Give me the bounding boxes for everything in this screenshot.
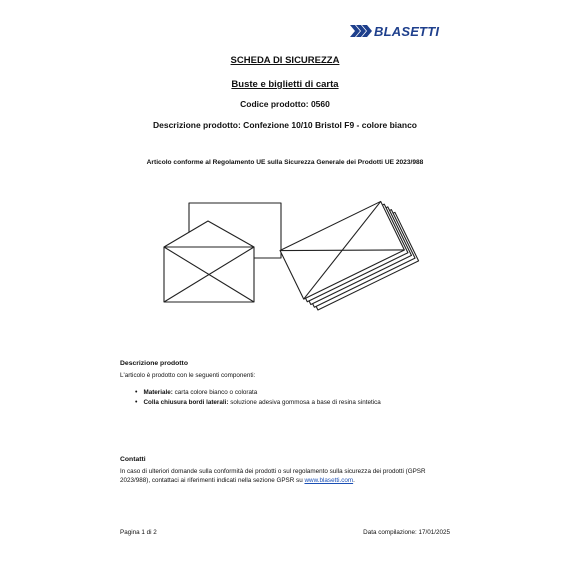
website-link[interactable]: www.blasetti.com xyxy=(304,477,354,484)
description-section-title: Descrizione prodotto xyxy=(120,360,188,367)
regulation-note: Articolo conforme al Regolamento UE sulla Sicurezza Generale dei Prodotti UE 2023/988 xyxy=(146,159,424,166)
compilation-date: Data compilazione: 17/01/2025 xyxy=(363,529,450,536)
double-chevron-logo-mark-icon xyxy=(350,25,372,37)
list-item xyxy=(135,389,257,397)
brand-name: BLASETTI xyxy=(374,23,440,39)
contacts-text xyxy=(120,467,450,485)
list-item-text: soluzione adesiva gommosa a base di resina sintetica xyxy=(228,399,381,406)
envelopes-and-cards-illustration-icon xyxy=(160,195,422,313)
list-item-label: Colla chiusura bordi laterali: xyxy=(143,399,229,406)
document-subtitle: Buste e biglietti di carta xyxy=(231,79,339,90)
document-title: SCHEDA DI SICUREZZA xyxy=(230,55,340,66)
bullet-icon: • xyxy=(135,389,138,396)
product-code: Codice prodotto: 0560 xyxy=(240,99,330,109)
bullet-icon: • xyxy=(135,399,138,406)
description-intro: L'articolo è prodotto con le seguenti componenti: xyxy=(120,372,256,379)
brand-logo xyxy=(350,24,450,38)
page-number: Pagina 1 di 2 xyxy=(120,529,157,536)
contacts-section-title: Contatti xyxy=(120,456,146,463)
list-item-label: Materiale: xyxy=(143,389,173,396)
contacts-text-before: In caso di ulteriori domande sulla conformità dei prodotti o sul regolamento sulla sicurezza dei prodotti (GPSR 2023/988), contattaci ai riferimenti indicati nella sezione GPSR su xyxy=(120,468,426,484)
list-item xyxy=(135,399,381,407)
contacts-text-after: . xyxy=(353,477,355,484)
product-description: Descrizione prodotto: Confezione 10/10 Bristol F9 - colore bianco xyxy=(152,120,417,130)
list-item-text: carta colore bianco o colorata xyxy=(172,389,258,396)
